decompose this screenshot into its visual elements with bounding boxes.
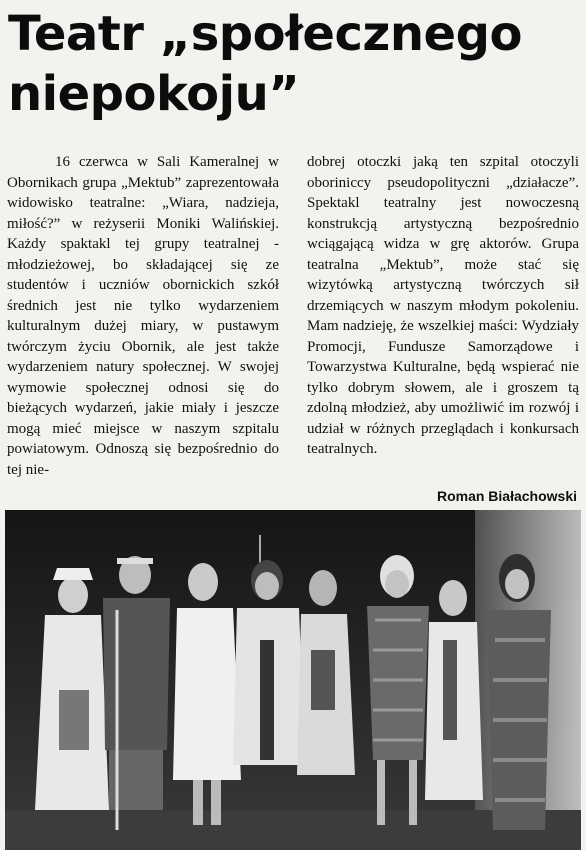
headline-line-2: niepokoju” bbox=[8, 66, 300, 122]
author-signature: Roman Białachowski bbox=[436, 488, 577, 504]
article-column-right bbox=[307, 152, 579, 460]
headline-line-1: Teatr „społecznego bbox=[8, 6, 522, 62]
article-paragraph-left: 16 czerwca w Sali Kameralnej w Obornikach grupa „Mektub” zaprezentowała widowisko teatralne: „Wiara, nadzieja, miłość?” w reżyserii Moniki Walińskiej. Każdy spaktakl tej grupy teatralnej - młodzieżowej, bo składającej się ze studentów i uczniów obornickich szkół średnich jest nie tylko wydarzeniem kulturalnym dużej miary, w pustawym twórczym życiu Obornik, ale jest także wydarzeniem natury społecznej. W swojej wymowie społecznej odnosi się do bieżących wydarzeń, jakie miały i jeszcze mogą mieć miejsce w naszym szpitalu powiatowym. Odnoszą się bezpośrednio do tej nie- bbox=[7, 154, 279, 478]
article-body bbox=[7, 152, 577, 504]
article-headline bbox=[8, 4, 578, 124]
article-paragraph-right: dobrej otoczki jaką ten szpital otoczyli oboriniccy pseudopolityczni „działacze”. Spektakl teatralny jest nowoczesną konstrukcją artystyczną bezpośrednio wciągającą widza w grę aktorów. Grupa teatralna „Mektub”, może stać się wizytówką artystyczną twórczych sił drzemiących w naszym młodym pokoleniu. Mam nadzieję, że wszelkiej maści: Wydziały Promocji, Fundusze Samorządowe i Towarzystwa Kulturalne, będą wspierać nie tylko dobrym słowem, ale i groszem tą zdolną młodzież, aby umożliwić im rozwój i udział w różnych przeglądach i konkursach teatralnych. bbox=[307, 154, 579, 457]
stage-photo-illustration bbox=[5, 510, 581, 850]
stage-photo bbox=[5, 510, 581, 850]
article-column-left bbox=[7, 152, 279, 480]
